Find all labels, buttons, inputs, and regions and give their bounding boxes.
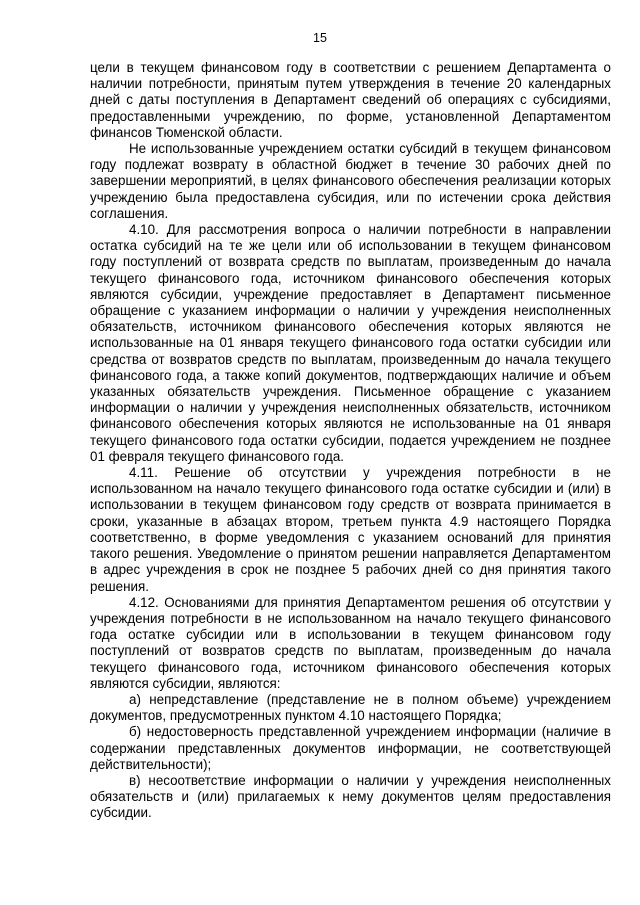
list-item-b: б) недостоверность представленной учреждением информации (наличие в содержании представленных документов информации, не соответствующей действительности); — [90, 724, 611, 772]
list-item-v: в) несоответствие информации о наличии у учреждения неисполненных обязательств и (или) прилагаемых к нему документов целям предоставления субсидии. — [90, 772, 611, 821]
list-item-a: а) непредставление (представление не в полном объеме) учреждением документов, предусмотренных пунктом 4.10 настоящего Порядка; — [90, 691, 611, 724]
paragraph-unused-balances: Не использованные учреждением остатки субсидий в текущем финансовом году подлежат возврату в областной бюджет в течение 30 рабочих дней по завершении мероприятий, в целях финансового обеспечения реализации которых учреждению была предоставлена субсидия, или по истечении срока действия соглашения. — [90, 141, 611, 221]
paragraph-4-11: 4.11. Решение об отсутствии у учреждения потребности в не использованном на начало текущего финансового года остатке субсидии и (или) в использовании в текущем финансовом году средств от возврата принимается в сроки, указанные в абзацах втором, третьем пункта 4.9 настоящего Порядка соответственно, в форме уведомления с указанием оснований для принятия такого решения. Уведомление о принятом решении направляется Департаментом в адрес учреждения в срок не позднее 5 рабочих дней со дня принятия такого решения. — [90, 465, 611, 594]
paragraph-4-10: 4.10. Для рассмотрения вопроса о наличии потребности в направлении остатка субсидий на те же цели или об использовании в текущем финансовом году поступлений от возврата средств по выплатам, произведенным до начала текущего финансового года, источником финансового обеспечения которых являются субсидии, учреждение предоставляет в Департамент письменное обращение с указанием информации о наличии у учреждения неисполненных обязательств, источником финансового обеспечения которых являются не использованные на 01 января текущего финансового года остатки субсидии или средства от возвратов средств по выплатам, произведенным до начала текущего финансового года, а также копий документов, подтверждающих наличие и объем указанных обязательств учреждения. Письменное обращение с указанием информации о наличии у учреждения неисполненных обязательств, источником финансового обеспечения которых являются не использованные на 01 января текущего финансового года остатки субсидии, подается учреждением не позднее 01 февраля текущего финансового года. — [90, 222, 611, 464]
document-body — [90, 60, 611, 822]
page-number: 15 — [313, 31, 327, 45]
paragraph-4-12: 4.12. Основаниями для принятия Департаментом решения об отсутствии у учреждения потребности в не использованном на начало текущего финансового года остатке субсидии или в использовании в текущем финансовом году поступлений от возвратов средств по выплатам, произведенным до начала текущего финансового года, источником финансового обеспечения которых являются субсидии, являются: — [90, 594, 611, 691]
paragraph-continuation: цели в текущем финансовом году в соответствии с решением Департамента о наличии потребности, принятым путем утверждения в течение 20 календарных дней с даты поступления в Департамент сведений об операциях с субсидиями, предоставленными учреждению, по форме, установленной Департаментом финансов Тюменской области. — [90, 60, 611, 140]
